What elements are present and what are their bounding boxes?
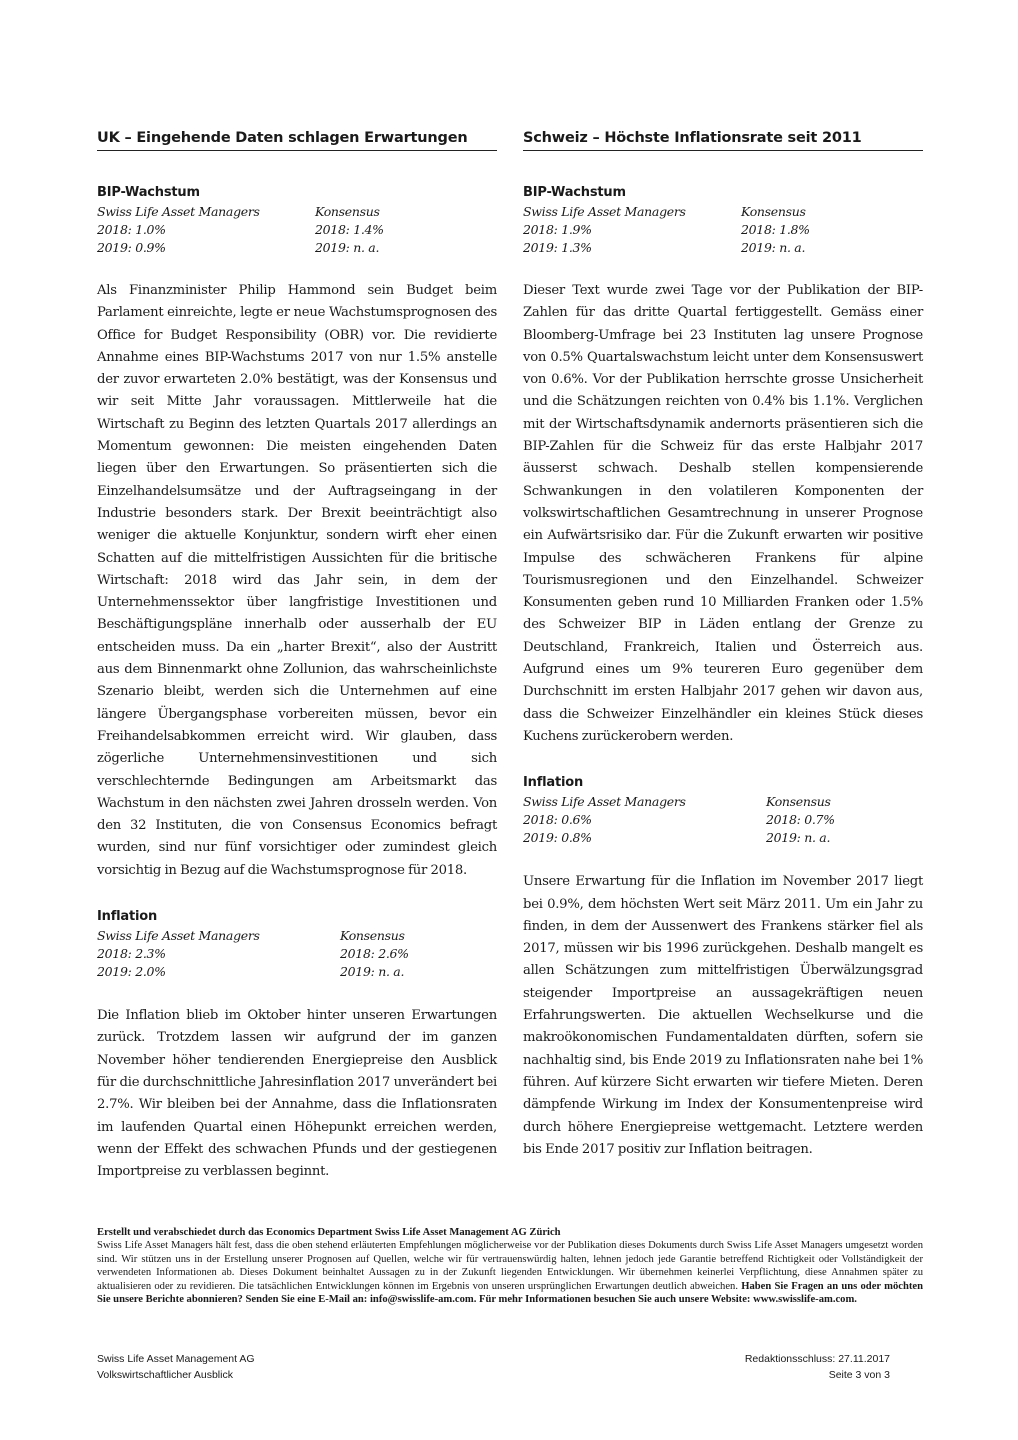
forecast-cell: 2019: 1.3% bbox=[523, 240, 592, 255]
uk-inflation-forecast-table bbox=[97, 928, 497, 979]
consensus-cell: 2019: n. a. bbox=[315, 240, 380, 255]
ch-gdp-block bbox=[523, 185, 923, 255]
consensus-cell: 2018: 2.6% bbox=[340, 946, 409, 962]
consensus-cell: 2018: 1.4% bbox=[315, 222, 384, 237]
ch-gdp-heading: BIP-Wachstum bbox=[523, 185, 626, 200]
forecast-cell: 2018: 1.0% bbox=[97, 222, 166, 237]
switzerland-column bbox=[523, 130, 923, 1161]
uk-inflation-heading: Inflation bbox=[97, 909, 158, 925]
footer-publication: Volkswirtschaftlicher Ausblick bbox=[97, 1369, 233, 1381]
footer-right bbox=[745, 1351, 890, 1383]
consensus-col-header: Konsensus bbox=[340, 928, 405, 944]
consensus-cell: 2018: 1.8% bbox=[741, 222, 810, 237]
forecast-cell: 2019: 0.9% bbox=[97, 240, 166, 255]
uk-column bbox=[97, 130, 497, 1183]
uk-section-title: UK – Eingehende Daten schlagen Erwartungen bbox=[97, 130, 497, 151]
forecast-col-header: Swiss Life Asset Managers bbox=[97, 928, 260, 944]
forecast-cell: 2018: 2.3% bbox=[97, 946, 166, 962]
uk-gdp-block bbox=[97, 185, 497, 255]
ch-inflation-forecast-table bbox=[523, 794, 923, 845]
ch-section-title: Schweiz – Höchste Inflationsrate seit 2011 bbox=[523, 130, 923, 151]
uk-gdp-text: Als Finanzminister Philip Hammond sein Budget beim Parlament einreichte, legte er neue Wachstumsprognosen des Office for Budget Responsibility (OBR) vor. Die revidierte Annahme eines BIP-Wachstums 2017 von nur 1.5% anstelle der zuvor erwarteten 2.0% bestätigt, was der Konsensus und wir seit Mitte Jahr voraussagen. Mittlerweile hat die Wirtschaft zu Beginn des letzten Quartals 2017 allerdings an Momentum gewonnen: Die meisten eingehenden Daten liegen über den Erwartungen. So präsentierten sich die Einzelhandelsumsätze und der Auftragseingang in der Industrie besonders stark. Der Brexit beeinträchtigt also weniger die aktuelle Konjunktur, sondern wirft eher einen Schatten auf die mittelfristigen Aussichten für die britische Wirtschaft: 2018 wird das Jahr sein, in dem der Unternehmenssektor über langfristige Investitionen und Beschäftigungspläne innerhalb oder ausserhalb der EU entscheiden muss. Da ein „harter Brexit“, also der Austritt aus dem Binnenmarkt ohne Zollunion, das wahrscheinlichste Szenario bleibt, werden sich die Unternehmen auf eine längere Übergangsphase vorbereiten müssen, bevor ein Freihandelsabkommen erreicht wird. Wir glauben, dass zögerliche Unternehmensinvestitionen und sich verschlechternde Bedingungen am Arbeitsmarkt das Wachstum in den nächsten zwei Jahren drosseln werden. Von den 32 Instituten, die von Consensus Economics befragt wurden, sind nur fünf vorsichtiger oder zumindest gleich vorsichtig in Bezug auf die Wachstumsprognose für 2018. bbox=[97, 283, 497, 878]
footer-company: Swiss Life Asset Management AG bbox=[97, 1353, 255, 1365]
uk-gdp-heading: BIP-Wachstum bbox=[97, 185, 200, 200]
disclaimer bbox=[97, 1226, 923, 1306]
consensus-cell: 2019: n. a. bbox=[741, 240, 806, 255]
consensus-col-header: Konsensus bbox=[741, 204, 806, 219]
forecast-col-header: Swiss Life Asset Managers bbox=[97, 204, 260, 219]
ch-inflation-heading: Inflation bbox=[523, 775, 584, 791]
disclaimer-text: Swiss Life Asset Managers hält fest, dass die oben stehend erläuterten Empfehlungen möglicherweise vor der Publikation dieses Dokuments durch Swiss Life Asset Managers umgesetzt worden sind. Wir stützen uns in der Erstellung unserer Prognosen auf Quellen, welche wir für vertrauenswürdig halten, lehnen jedoch jede Garantie betreffend Richtigkeit oder Vollständigkeit der verwendeten Informationen ab. Dieses Dokument beinhaltet Aussagen zu in der Zukunft liegenden Entwicklungen. Wir übernehmen keinerlei Verpflichtung, diese Annahmen später zu aktualisieren oder zu revidieren. Die tatsächlichen Entwicklungen können im Ergebnis von unseren ursprünglichen Erwartungen deutlich abweichen. bbox=[97, 1240, 923, 1292]
footer-left bbox=[97, 1351, 255, 1383]
disclaimer-title: Erstellt und verabschiedet durch das Economics Department Swiss Life Asset Management AG Zürich bbox=[97, 1227, 561, 1238]
consensus-col-header: Konsensus bbox=[315, 204, 380, 219]
forecast-cell: 2018: 1.9% bbox=[523, 222, 592, 237]
uk-inflation-block bbox=[97, 909, 497, 979]
uk-gdp-forecast-table bbox=[97, 204, 497, 255]
footer-deadline: Redaktionsschluss: 27.11.2017 bbox=[744, 1353, 890, 1365]
uk-inflation-text: Die Inflation blieb im Oktober hinter unseren Erwartungen zurück. Trotzdem lassen wir aufgrund der im ganzen November höher tendierenden Energiepreise den Ausblick für die durchschnittliche Jahresinflation 2017 unverändert bei 2.7%. Wir bleiben bei der Annahme, dass die Inflationsraten im laufenden Quartal einen Höhepunkt erreichen werden, wenn der Effekt des schwachen Pfunds und der gestiegenen Importpreise zu verblassen beginnt. bbox=[97, 1008, 497, 1180]
consensus-cell: 2019: n. a. bbox=[766, 830, 831, 846]
ch-gdp-text: Dieser Text wurde zwei Tage vor der Publikation der BIP-Zahlen für das dritte Quartal fertiggestellt. Gemäss einer Bloomberg-Umfrage bei 23 Instituten lag unsere Prognose von 0.5% Quartalswachstum leicht unter dem Konsensuswert von 0.6%. Vor der Publikation herrschte grosse Unsicherheit und die Schätzungen reichten von 0.4% bis 1.1%. Verglichen mit der Wirtschaftsdynamik andernorts präsentieren sich die BIP-Zahlen für die Schweiz für das erste Halbjahr 2017 äusserst schwach. Deshalb stellen kompensierende Schwankungen in den volatileren Komponenten der volkswirtschaftlichen Gesamtrechnung in unserer Prognose ein Aufwärtsrisiko dar. Für die Zukunft erwarten wir positive Impulse des schwächeren Frankens für alpine Tourismusregionen und den Einzelhandel. Schweizer Konsumenten geben rund 10 Milliarden Franken oder 1.5% des Schweizer BIP in Läden entlang der Grenze zu Deutschland, Frankreich, Italien und Österreich aus. Aufgrund eines um 9% teureren Euro gegenüber dem Durchschnitt im ersten Halbjahr 2017 gehen wir davon aus, dass die Schweizer Einzelhändler ein kleines Stück dieses Kuchens zurückerobern werden. bbox=[523, 283, 923, 744]
disclaimer-contact-text: Haben Sie Fragen an uns oder möchten Sie unsere Berichte abonnieren? Senden Sie eine E-Mail an: info@swisslife-am.com. Für mehr Informationen besuchen Sie auch unsere Website: www.swisslife-am.com. bbox=[97, 1280, 923, 1306]
ch-inflation-block bbox=[523, 775, 923, 845]
footer-page-number: Seite 3 von 3 bbox=[828, 1369, 890, 1381]
forecast-col-header: Swiss Life Asset Managers bbox=[523, 204, 686, 219]
ch-inflation-text: Unsere Erwartung für die Inflation im November 2017 liegt bei 0.9%, dem höchsten Wert seit März 2011. Um ein Jahr zu finden, in dem der Aussenwert des Frankens stärker fiel als 2017, müssen wir bis 1996 zurückgehen. Deshalb mangelt es allen Schätzungen zum mittelfristigen Überwälzungsgrad steigender Importpreise an aussagekräftigen neuen Erfahrungswerten. Die aktuellen Wechselkurse und die makroökonomischen Fundamentaldaten dürften, sofern sie nachhaltig sind, bis Ende 2019 zu Inflationsraten nahe bei 1% führen. Auf kürzere Sicht erwarten wir tiefere Mieten. Deren dämpfende Wirkung im Index der Konsumentenpreise wird durch höhere Energiepreise wettgemacht. Letztere werden bis Ende 2017 positiv zur Inflation beitragen. bbox=[523, 874, 923, 1157]
ch-gdp-forecast-table bbox=[523, 204, 923, 255]
consensus-col-header: Konsensus bbox=[766, 794, 831, 810]
forecast-cell: 2019: 2.0% bbox=[97, 964, 166, 980]
forecast-cell: 2018: 0.6% bbox=[523, 812, 592, 828]
forecast-cell: 2019: 0.8% bbox=[523, 830, 592, 846]
forecast-col-header: Swiss Life Asset Managers bbox=[523, 794, 686, 810]
consensus-cell: 2018: 0.7% bbox=[766, 812, 835, 828]
consensus-cell: 2019: n. a. bbox=[340, 964, 405, 980]
